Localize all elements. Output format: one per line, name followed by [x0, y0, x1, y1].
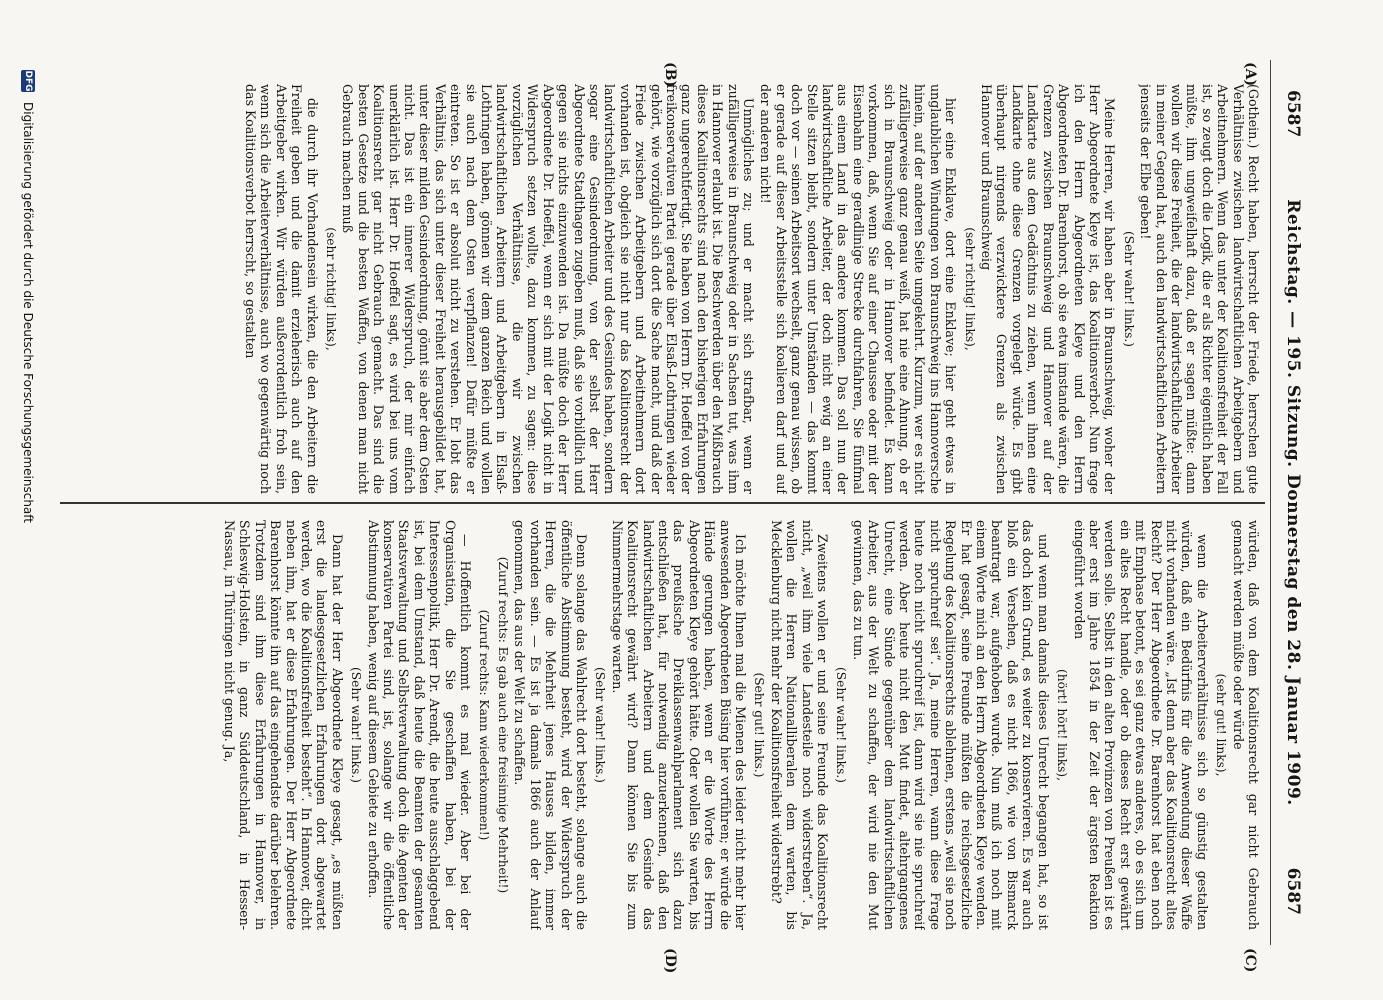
paragraph: und wenn man damals dieses Unrecht begangen hat, so ist das doch kein Grund, es weiter zu konservieren. Es war auch bloß ein Versehen, daß es nicht 1866, wie von Bismarck beantragt war, aufgehoben wurde. Nun muß ich noch mit einem Worte mich an den Herrn Abgeordneten Kleye wenden. Er hat gesagt, seine Freunde müßten die reichsgesetzliche Regelung des Koalitionsrechts ablehnen, erstens „weil sie noch nicht spruchreif sei“. Ja, meine Herren, wann diese Frage heute noch nicht spruchreif ist, dann wird sie nie spruchreif werden. Aber heute nicht den Mut findet, altehrgangenes Unrecht, eine Sünde gegenüber dem landwirtschaftlichen Arbeiter, aus der Welt zu schaffen, der wird nie den Mut gewinnen, das zu tun. — [850, 520, 1051, 930]
digitization-footer — [13, 70, 43, 950]
interjection: (sehr richtig! links), — [962, 227, 977, 351]
paragraph: Dann hat der Herr Abgeordnete Kleye gesagt, „es müßten erst die landesgesetzlichen Erfahrungen dort abgewartet werden, wo die Koalitionsfreiheit besteht“. In Hannover, dicht neben ihm, hat er diese Erfahrungen. Der Herr Abgeordnete Barenhorst könnte ihn auf das eingehendste darüber belehren. Trotzdem sind ihm diese Erfahrungen in Hannover, in Schleswig-Holstein, in ganz Süddeutschland, in Hessen-Nassau, in Thüringen nicht genug. Ja, — [222, 520, 345, 930]
dfg-logo: DFG — [23, 70, 33, 92]
paragraph: hier eine Enklave, dort eine Enklave; hier geht etwas in unglaublichen Windungen von Braunschweig ins Hannoversche hinein, auf der anderen Seite umgekehrt. Kurzum, wer es nicht zufälligerweise ganz genau weiß, hat nie eine Ahnung, ob er sich in Braunschweig oder in Hannover befindet. Es kann vorkommen, daß, wenn Sie auf einer Chaussee oder mit der Eisenbahn eine geradlinige Strecke durchfahren, Sie fünfmal aus einem Land in das andere kommen. Das soll nun der landwirtschaftliche Arbeiter, der doch nicht ewig an einer Stelle sitzen bleibt, sondern unter Umständen — das kommt doch vor — seinen Arbeitsort wechselt, ganz genau wissen, ob er gerade auf dieser Arbeitsstelle sich koalieren darf und auf der anderen nicht! — [758, 84, 959, 494]
paragraph: Ich möchte Ihnen mal die Mienen des leider nicht mehr hier anwesenden Abgeordneten Büsing hier vorführen; er würde die Hände gerungen haben, wenn er die Worte des Herrn Abgeordneten Kleye gehört hätte. Oder wollen Sie warten, bis das preußische Dreiklassenwahlparlament sich dazu entschließen hat, für notwendig anzuerkennen, daß den landwirtschaftlichen Arbeitern und dem Gesinde das Koalitionsrecht gewährt wird? Dann können Sie bis zum Nimmermehrstage warten. — [609, 520, 748, 930]
margin-letter-d: (D) — [662, 948, 678, 974]
interjection: (Sehr wahr! links.) — [593, 667, 608, 783]
paragraph: Denn solange das Wahlrecht dort besteht, solange auch die öffentliche Abstimmung besteht, wird der Widerspruch der Herren, die die Mehrheit jenes Hauses bilden, immer vorhanden sein. — Es ist ja damals 1866 auch der Anlauf genommen, das aus der Welt zu schaffen. — [512, 520, 589, 930]
page-header — [1273, 60, 1313, 945]
funding-note: Digitalisierung gefördert durch die Deutsche Forschungsgemeinschaft — [21, 102, 35, 524]
paragraph: Unmögliches zu; und er macht sich strafbar, wenn er zufälligerweise in Braunschweig oder in Sachsen tut, was ihm in Hannover erlaubt ist. Die Beschwerden über den Mißbrauch dieses Koalitionsrechts sind nach den bisherigen Erfahrungen ganz ungerechtfertigt. Sie haben von Herrn Dr. Hoeffel von der freikonservativen Partei gerade über Elsaß-Lothringen wieder gehört, wie vorzüglich sich dort die Sache macht, und daß der Friede zwischen Arbeitgebern und Arbeitnehmern dort vorhanden ist, obgleich sie nicht nur das Koalitionsrecht der landwirtschaftlichen Arbeiter und des Gesindes haben, sondern sogar eine Gesindeordnung, von der selbst der Herr Abgeordnete Stadthagen zugeben muß, daß sie vorbildlich und gegen sie nichts einzuwenden ist. Da müßte doch der Herr Abgeordnete Dr. Hoeffel, wenn er sich mit der Logik nicht in Widerspruch setzen wollte, dazu kommen, zu sagen: diese vorzüglichen Verhältnisse, die wir zwischen landwirtschaftlichen Arbeitern und Arbeitgebern in Elsaß-Lothringen haben, gönnen wir dem ganzen Reich und wollen sie auch nach dem Osten verpflanzen! Dafür müßte er eintreten. So ist er absolut nicht zu verstehen. Er lobt das Verhältnis, das sich unter dieser Freiheit herausgebildet hat, unter dieser milden Gesindeordnung, gönnt sie aber dem Osten nicht. Das ist ein innerer Widerspruch, der mir einfach unerklärlich ist. Herr Dr. Hoeffel sagt, es wird bei uns vom Koalitionsrecht gar nicht Gebrauch gemacht. Das sind die besten Gesetze und die besten Waffen, von denen man nicht Gebrauch machen muß — [340, 84, 756, 494]
paragraph: Meine Herren, wir haben aber in Braunschweig, woher der Herr Abgeordnete Kleye ist, das Koalitionsverbot. Nun frage ich den Herrn Abgeordneten Kleye und den Herrn Abgeordneten Dr. Barenhorst, ob sie etwa imstande wären, die Grenzen zwischen Braunschweig und Hannover auf der Landkarte aus dem Gedächtnis zu ziehen, wenn ihnen eine Landkarte ohne diese Grenzen vorgelegt würde. Es gibt überhaupt nirgends verzwicktere Grenzen als zwischen Hannover und Braunschweig — [979, 84, 1118, 494]
interjection: (Zuruf rechts: Es gab auch eine freisinnige Mehrheit!) — [495, 556, 510, 894]
left-column — [61, 84, 1261, 494]
interjection: (Sehr wahr! links.) — [349, 667, 364, 783]
page-number-right: 6587 — [1283, 867, 1303, 915]
interjection: (Sehr gut! links.) — [752, 672, 767, 778]
interjection: (sehr richtig! links), — [324, 227, 339, 351]
interjection: (Sehr wahr! links.) — [834, 667, 849, 783]
interjection: (sehr gut! links), — [1214, 673, 1229, 777]
page-number-left: 6587 — [1283, 90, 1303, 138]
paragraph: würden, daß von dem Koalitionsrecht gar nicht Gebrauch gemacht werden müßte oder würde — [1230, 520, 1261, 930]
column-divider — [60, 502, 1265, 504]
header-rule — [1270, 60, 1271, 945]
margin-letter-b: (B) — [662, 62, 678, 88]
running-title: Reichstag. — 195. Sitzung. Donnerstag den 28. Januar 1909. — [1283, 199, 1303, 806]
interjection: (Zuruf rechts: Kann wiederkommen!) — [477, 609, 492, 841]
paragraph: (Gothein.) Recht haben, herrscht der Friede, herrschen gute Verhältnisse zwischen landwirtschaftlichen Arbeitgebern und Arbeitnehmern. Wenn das unter der Koalitionsfreiheit der Fall ist, so zeugt doch die Logik, die er als Richter eigentlich haben müßte, ihm ungweifelhaft dazu, daß er sagen müßte: dann wollen wir diese Freiheit, die der landwirtschaftliche Arbeiter in meiner Gegend hat, auch den landwirtschaftlichen Arbeitern jenseits der Elbe geben! — [1138, 84, 1261, 494]
interjection: (hört! hört! links), — [1055, 668, 1070, 782]
margin-letter-a: (A) — [1242, 62, 1258, 87]
right-column — [61, 520, 1261, 930]
paragraph: — Hoffentlich kommt es mal wieder. Aber bei der Organisation, die Sie geschaffen haben, bei der Interessenpolitik, Herr Dr. Arendt, die heute ausschlaggebend ist, bei dem Umstand, daß heute die Beamten der gesamten Staatsverwaltung und Selbstverwaltung doch die Agenten der konservativen Partei sind, ist, solange wir die öffentliche Abstimmung haben, wenig auf diesem Gebiete zu erhoffen. — [365, 520, 474, 930]
paragraph: die durch ihr Vorhandensein wirken, die den Arbeitern die Freiheit geben und die damit erzieherisch auch auf den Arbeitgeber wirken. Wir würden außerordentlich froh sein, wenn sich die Arbeiterverhältnisse, auch wo gegenwärtig noch das Koalitionsverbot herrscht, so gestalten — [243, 84, 320, 494]
paragraph: Zweitens wollen er und seine Freunde das Koalitionsrecht nicht, „weil ihm viele Landesteile noch widerstreben“. Ja, wollen die Herren Nationalliberalen dem warten, bis Mecklenburg nicht mehr der Koalitionsfreiheit widerstrebt? — [768, 520, 831, 930]
paragraph: wenn die Arbeiterverhältnisse sich so günstig gestalten würden, daß ein Bedürfnis für die Anwendung dieser Waffe nicht vorhanden wäre. „Ist denn aber das Koalitionsrecht altes Recht? Der Herr Abgeordnete Dr. Barenhorst hat eben noch mit Emphase betont, es sei ganz etwas anderes, ob es sich um ein altes Recht handle, oder ob dieses Recht erst gewährt werden solle. Selbst in den alten Provinzen von Preußen ist es aber erst im Jahre 1854 in der Zeit der ärgsten Reaktion eingeführt worden — [1071, 520, 1210, 930]
margin-letter-c: (C) — [1242, 948, 1258, 973]
interjection: (Sehr wahr! links.) — [1121, 231, 1136, 347]
